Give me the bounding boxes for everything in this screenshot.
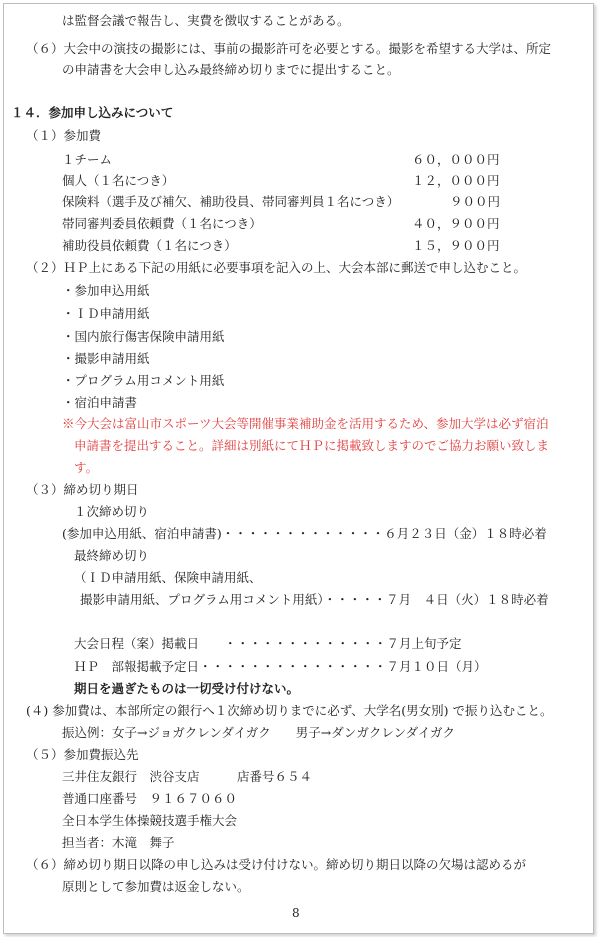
deadline-final: 最終締め切り <box>74 548 150 563</box>
bank-line-3: 全日本学生体操競技選手権大会 <box>62 813 238 828</box>
form-item-1: ・参加申込用紙 <box>62 283 150 298</box>
schedule-line: 大会日程（案）掲載日 ・・・・・・・・・・・・・７月上旬予定 <box>74 636 462 651</box>
forms-note-line-1: ※今大会は富山市スポーツ大会等開催事業補助金を活用するため、参加大学は必ず宿泊 <box>62 416 549 431</box>
form-item-2: ・ＩＤ申請用紙 <box>62 306 150 321</box>
form-item-3: ・国内旅行傷害保険申請用紙 <box>62 329 225 344</box>
bank-line-4: 担当者：木滝 舞子 <box>62 835 175 850</box>
document-page <box>3 3 594 934</box>
intro-line-2: （６）大会中の演技の撮影には、事前の撮影許可を必要とする。撮影を希望する大学は、所定 <box>26 41 552 56</box>
form-item-4: ・撮影申請用紙 <box>62 351 150 366</box>
fee-label-3: 保険料（選手及び補欠、補助役員、帯同審判員１名につき） <box>62 194 400 209</box>
refund-line-1: （６）締め切り期日以降の申し込みは受け付けない。締め切り期日以降の欠場は認めるが <box>26 857 527 872</box>
deadline-final-line-1: （ＩＤ申請用紙、保険申請用紙、 <box>74 570 262 585</box>
bank-line-2: 普通口座番号 ９１６７０６０ <box>62 791 238 806</box>
form-item-6: ・宿泊申請書 <box>62 395 138 410</box>
deadline-final-line-2: 撮影申請用紙、プログラム用コメント用紙）・・・・・７月 ４日（火）１８時必着 <box>80 592 549 607</box>
fee-label-2: 個人（１名につき） <box>62 173 175 188</box>
deadline-warning: 期日を過ぎたものは一切受け付けない。 <box>74 681 300 696</box>
fee-amount-4: ４０，９００円 <box>412 216 500 231</box>
page-number: 8 <box>292 906 300 920</box>
refund-line-2: 原則として参加費は返金しない。 <box>62 879 250 894</box>
intro-line-1: は監督会議で報告し、実費を徴収することがある。 <box>62 13 350 28</box>
bank-line-1: 三井住友銀行 渋谷支店 店番号６５４ <box>62 769 313 784</box>
deadline-first: １次締め切り <box>74 504 150 519</box>
fee-label-5: 補助役員依頼費（１名につき） <box>62 238 237 253</box>
intro-line-3: の申請書を大会申し込み最終締め切りまでに提出すること。 <box>62 62 400 77</box>
form-item-5: ・プログラム用コメント用紙 <box>62 373 225 388</box>
fee-label-4: 帯同審判委員依頼費（１名につき） <box>62 216 262 231</box>
fee-amount-1: ６０，０００円 <box>412 152 500 167</box>
fee-label-1: １チーム <box>62 152 113 167</box>
fee-amount-3: ９００円 <box>450 194 501 209</box>
forms-note-line-2: 申請書を提出すること。詳細は別紙にてＨＰに掲載致しますのでご協力お願い致しま <box>74 438 550 453</box>
forms-title: （２）ＨＰ上にある下記の用紙に必要事項を記入の上、大会本部に郵送で申し込むこと。 <box>26 260 527 275</box>
section-heading: １４．参加申し込みについて <box>11 105 174 120</box>
forms-note-line-3: す。 <box>74 460 99 475</box>
fee-amount-5: １５，９００円 <box>412 238 500 253</box>
payment-line-1: (４) 参加費は、本部所定の銀行へ１次締め切りまでに必ず、大学名(男女別) で振り込むこと。 <box>26 703 553 718</box>
hp-line: ＨＰ 部報掲載予定日・・・・・・・・・・・・・・・７月１０日（月） <box>74 659 487 674</box>
bank-title: （５）参加費振込先 <box>26 747 139 762</box>
fees-title: （１）参加費 <box>26 128 102 143</box>
fee-amount-2: １２，０００円 <box>412 173 500 188</box>
payment-line-2: 振込例：女子→ジョガクレンダイガク 男子→ダンガクレンダイガク <box>62 725 455 740</box>
deadline-first-detail: (参加申込用紙、宿泊申請書)・・・・・・・・・・・・・６月２３日（金）１８時必着 <box>62 526 547 541</box>
deadline-title: （３）締め切り期日 <box>26 482 139 497</box>
